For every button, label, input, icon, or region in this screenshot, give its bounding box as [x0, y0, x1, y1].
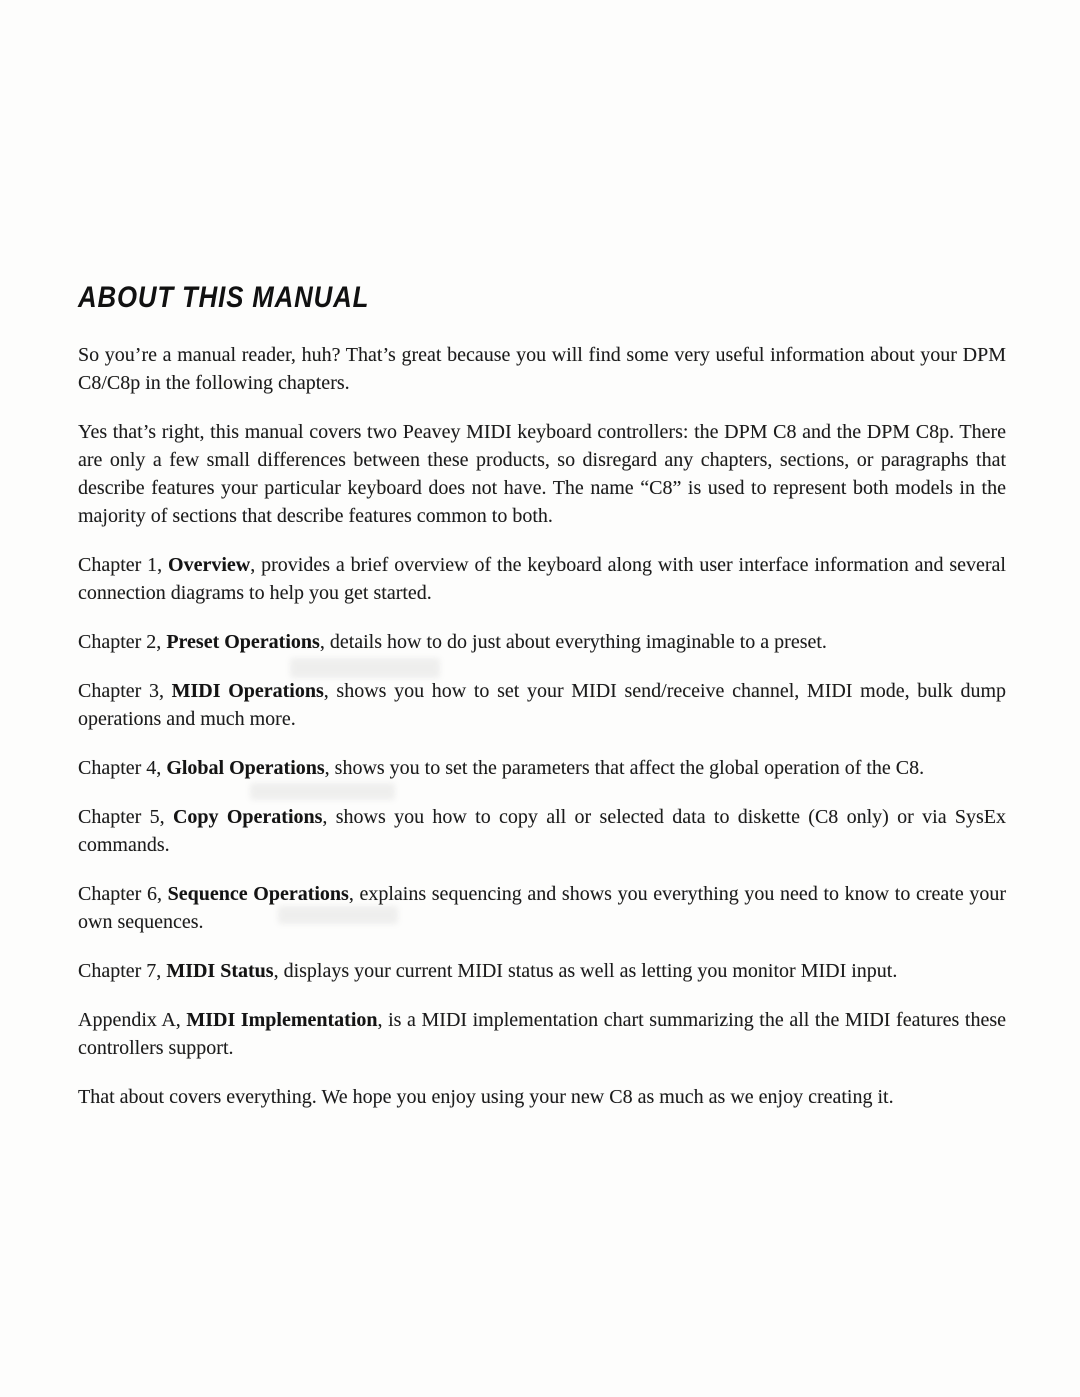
scan-bleedthrough-artifact [290, 658, 440, 678]
paragraph-text: Chapter 4, [78, 757, 167, 779]
paragraph-text: Appendix A, [78, 1009, 187, 1031]
paragraph-text: , shows you how to copy all or selected data to diskette (C8 only) or via SysEx commands. [78, 806, 1007, 856]
chapter-name-bold: Sequence Operations [167, 883, 349, 905]
chapter-name-bold: MIDI Implementation [186, 1009, 378, 1031]
paragraph-chapter-3 [78, 677, 1006, 733]
paragraph-text: Yes that’s right, this manual covers two Peavey MIDI keyboard controllers: the DPM C8 and the DPM C8p. There are only a few small differences between these products, so disregard any chapters, sections, or paragraphs that describe features your particular keyboard does not have. The name “C8” is used to represent both models in the majority of sections that describe features common to both. [78, 421, 1006, 527]
paragraph-text: Chapter 3, [78, 680, 172, 702]
paragraph-text: Chapter 2, [78, 631, 167, 653]
paragraph-closing [78, 1083, 1006, 1111]
chapter-name-bold: MIDI Status [166, 960, 274, 982]
chapter-name-bold: Preset Operations [166, 631, 320, 653]
scan-bleedthrough-artifact [250, 783, 395, 800]
paragraph-text: Chapter 6, [78, 883, 168, 905]
page-content [78, 283, 1006, 1132]
paragraph-chapter-4 [78, 754, 1006, 782]
paragraph-text: Chapter 5, [78, 806, 173, 828]
paragraph-text: , shows you how to set your MIDI send/receive channel, MIDI mode, bulk dump operations and much more. [78, 680, 1007, 730]
paragraph-chapter-6 [78, 880, 1006, 936]
chapter-name-bold: Overview [168, 554, 251, 576]
paragraph-chapter-1 [78, 551, 1006, 607]
paragraph-models [78, 418, 1006, 530]
paragraph-text: , is a MIDI implementation chart summarizing the all the MIDI features these controllers support. [78, 1009, 1007, 1059]
paragraph-text: , provides a brief overview of the keyboard along with user interface information and several connection diagrams to help you get started. [78, 554, 1006, 604]
paragraph-text: Chapter 1, [78, 554, 169, 576]
paragraph-chapter-5 [78, 803, 1006, 859]
chapter-name-bold: Copy Operations [172, 806, 323, 828]
chapter-name-bold: Global Operations [166, 757, 325, 779]
paragraph-text: , details how to do just about everything imaginable to a preset. [319, 631, 827, 653]
scan-bleedthrough-artifact [278, 906, 398, 924]
paragraph-chapter-2 [78, 628, 1006, 656]
paragraph-text: So you’re a manual reader, huh? That’s great because you will find some very useful information about your DPM C8/C8p in the following chapters. [78, 344, 1006, 394]
paragraph-intro [78, 341, 1006, 397]
paragraph-text: , shows you to set the parameters that affect the global operation of the C8. [324, 757, 925, 779]
chapter-name-bold: MIDI Operations [171, 680, 324, 702]
paragraph-text: Chapter 7, [78, 960, 167, 982]
paragraph-text: , explains sequencing and shows you everything you need to know to create your own sequences. [78, 883, 1007, 933]
paragraph-text: , displays your current MIDI status as well as letting you monitor MIDI input. [273, 960, 898, 982]
paragraph-chapter-7 [78, 957, 1006, 985]
page-title: ABOUT THIS MANUAL [78, 281, 370, 314]
paragraph-text: That about covers everything. We hope you enjoy using your new C8 as much as we enjoy creating it. [78, 1086, 894, 1108]
paragraph-appendix-a [78, 1006, 1006, 1062]
